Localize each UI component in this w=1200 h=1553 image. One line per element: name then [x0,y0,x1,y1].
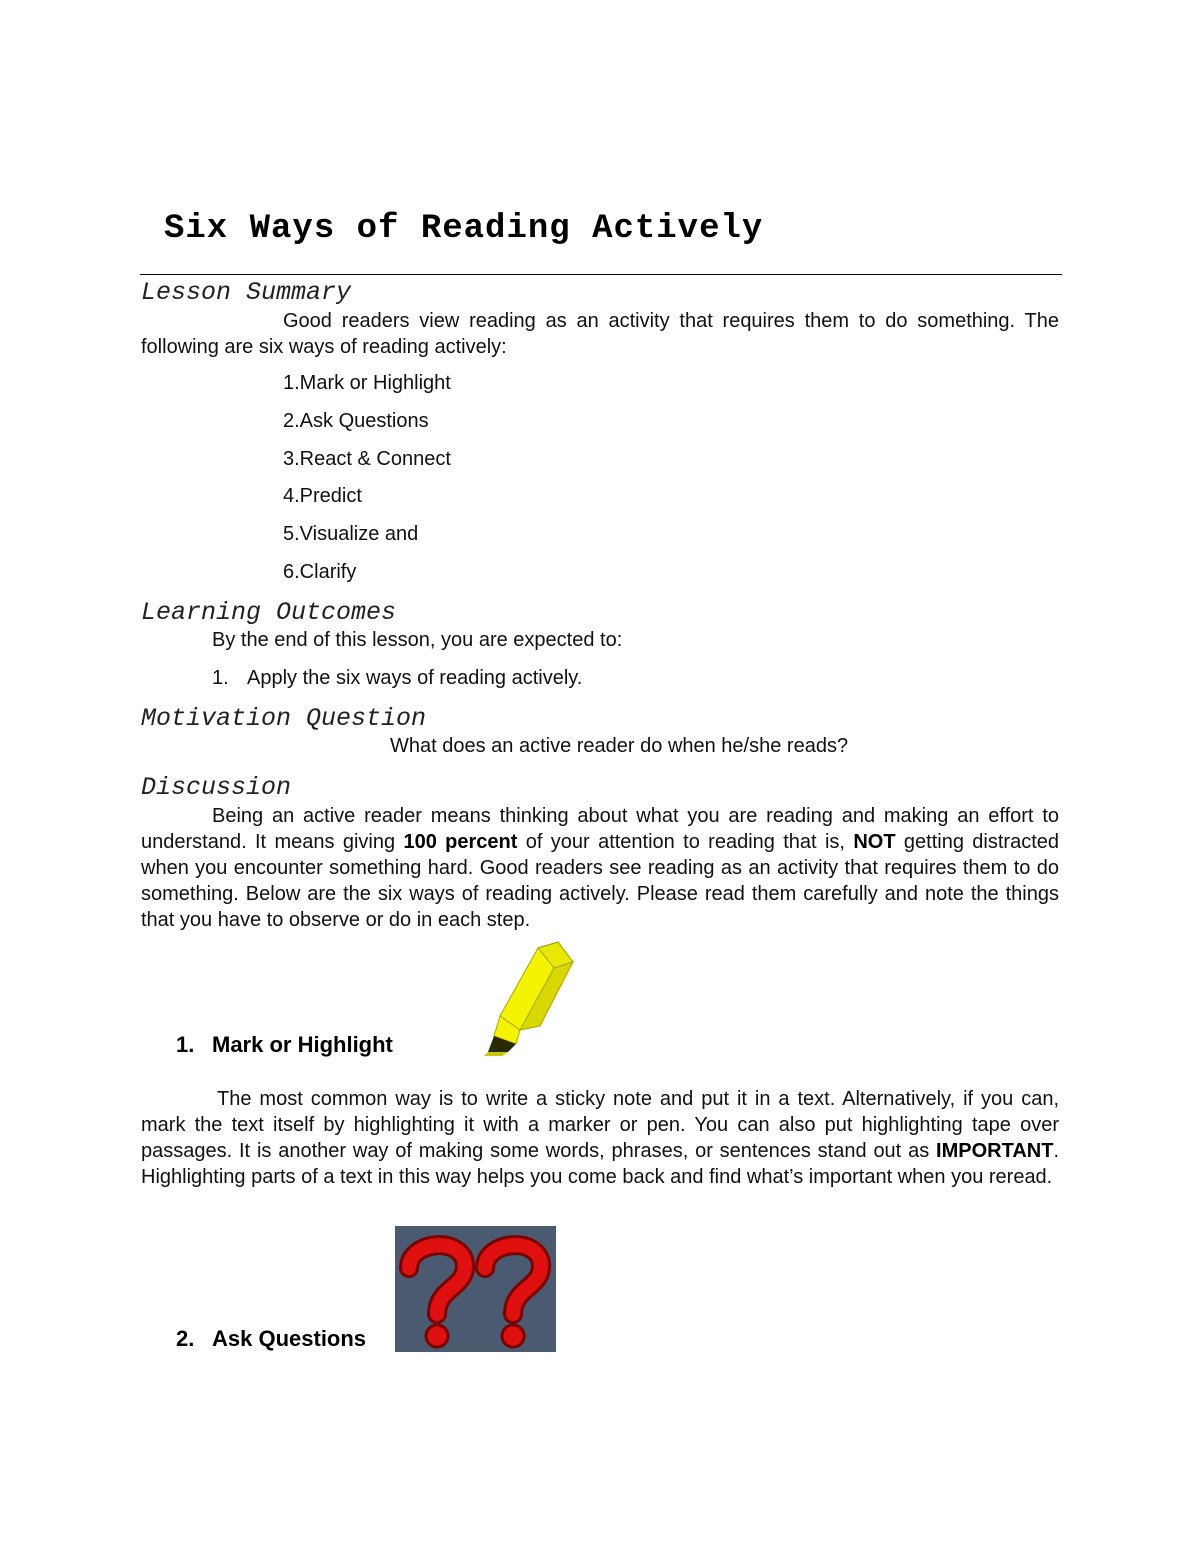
motivation-heading: Motivation Question [141,704,427,733]
discussion-bold-2: NOT [853,831,896,853]
discussion-paragraph [141,803,1059,933]
learning-outcomes-heading: Learning Outcomes [141,598,397,627]
step-1-heading [176,1032,393,1058]
summary-item-1: 1.Mark or Highlight [283,372,451,394]
step-1-paragraph [141,1086,1059,1190]
step-1-number: 1. [176,1032,195,1057]
title-divider [140,274,1062,275]
lesson-summary-heading: Lesson Summary [141,278,352,307]
page-title: Six Ways of Reading Actively [164,210,764,248]
step-2-number: 2. [176,1326,195,1351]
highlighter-marker-icon [480,940,580,1056]
discussion-heading: Discussion [141,773,292,802]
step-2-heading [176,1326,366,1352]
discussion-text-3: getting distracted when you encounter something hard. Good readers see reading as an activity that requires them to do something. Below are the six ways of reading actively. Please read them carefully and note the things that you have to observe or do in each step. [141,831,1060,931]
summary-item-5: 5.Visualize and [283,523,419,545]
learning-outcome-item [212,667,582,690]
discussion-text-2: of your attention to reading that is, [517,831,854,853]
outcome-item-number: 1. [212,667,229,689]
question-marks-icon [395,1226,556,1352]
step-1-text-1: The most common way is to write a sticky note and put it in a text. Alternatively, if you can, mark the text itself by highlighting it with a marker or pen. You can also put highlighting tape over passages. It is another way of making some words, phrases, or sentences stand out as [141,1088,1059,1162]
discussion-text-1: Being an active reader means thinking about what you are reading and making an effort to understand. It means giving [141,805,1059,853]
motivation-question: What does an active reader do when he/she reads? [390,735,849,757]
discussion-bold-1: 100 percent [403,831,518,853]
outcome-item-text: Apply the six ways of reading actively. [247,667,583,689]
summary-item-4: 4.Predict [283,485,362,507]
step-2-title: Ask Questions [212,1326,367,1351]
summary-item-3: 3.React & Connect [283,448,451,470]
summary-item-6: 6.Clarify [283,561,357,583]
step-1-text-2: . Highlighting parts of a text in this way helps you come back and find what’s important when you reread. [141,1140,1059,1188]
lesson-summary-intro: Good readers view reading as an activity that requires them to do something. The following are six ways of reading actively: [141,310,1059,358]
step-1-bold: IMPORTANT [936,1140,1054,1162]
summary-item-2: 2.Ask Questions [283,410,429,432]
step-1-title: Mark or Highlight [212,1032,393,1057]
learning-outcomes-intro: By the end of this lesson, you are expected to: [212,629,623,651]
